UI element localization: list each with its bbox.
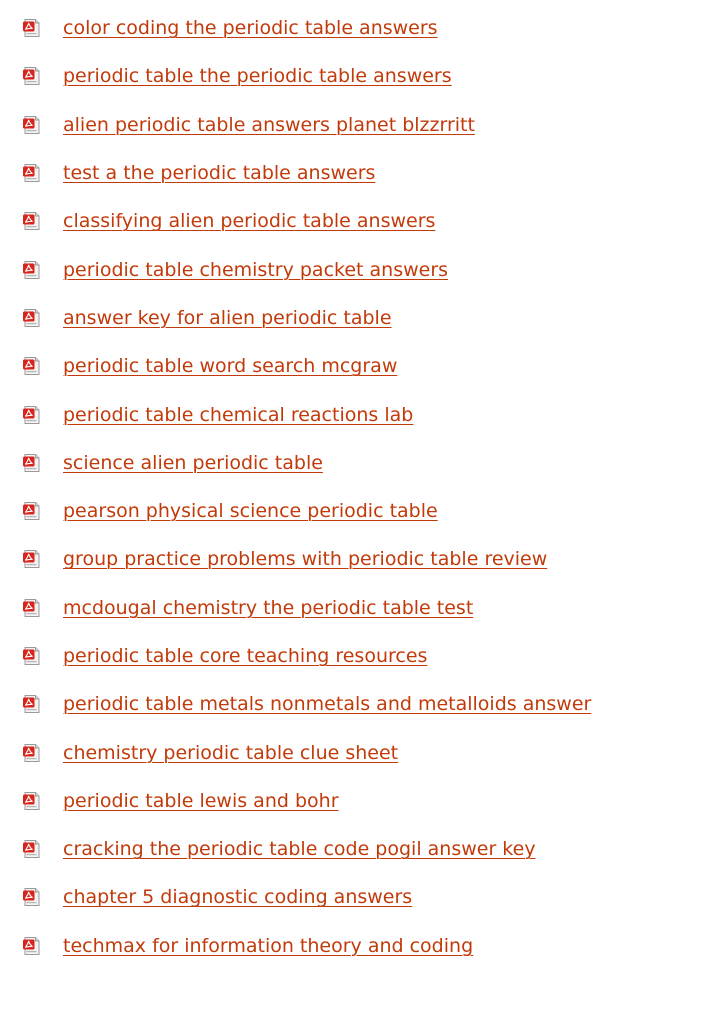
- pdf-link-3[interactable]: alien periodic table answers planet blzzrritt: [63, 113, 475, 136]
- pdf-link-14[interactable]: periodic table core teaching resources: [63, 645, 428, 667]
- pdf-link-11[interactable]: pearson physical science periodic table: [63, 500, 438, 523]
- pdf-link-6[interactable]: periodic table chemistry packet answers: [63, 258, 449, 281]
- pdf-link-15[interactable]: periodic table metals nonmetals and metalloids answer: [63, 693, 592, 716]
- list-item: [0, 873, 715, 921]
- pdf-link-17[interactable]: periodic table lewis and bohr: [63, 789, 339, 812]
- pdf-link-10[interactable]: science alien periodic table: [63, 451, 323, 474]
- pdf-link-16[interactable]: chemistry periodic table clue sheet: [63, 741, 399, 764]
- pdf-link-18[interactable]: cracking the periodic table code pogil answer key: [63, 838, 536, 861]
- list-item: [0, 4, 715, 52]
- list-item: [0, 197, 715, 245]
- pdf-link-5[interactable]: classifying alien periodic table answers: [63, 210, 436, 233]
- list-item: [0, 487, 715, 535]
- pdf-link-19[interactable]: chapter 5 diagnostic coding answers: [63, 886, 413, 909]
- pdf-link-2[interactable]: periodic table the periodic table answers: [63, 65, 452, 88]
- list-item: [0, 632, 715, 680]
- pdf-link-list: [0, 4, 715, 970]
- list-item: [0, 245, 715, 293]
- list-item: [0, 439, 715, 487]
- list-item: [0, 294, 715, 342]
- pdf-link-12[interactable]: group practice problems with periodic table review: [63, 548, 548, 571]
- list-item: [0, 728, 715, 776]
- list-item: [0, 101, 715, 149]
- pdf-link-1[interactable]: color coding the periodic table answers: [63, 17, 438, 40]
- list-item: [0, 342, 715, 390]
- list-item: [0, 390, 715, 438]
- list-item: [0, 52, 715, 100]
- pdf-link-4[interactable]: test a the periodic table answers: [63, 162, 376, 185]
- list-item: [0, 149, 715, 197]
- pdf-link-7[interactable]: answer key for alien periodic table: [63, 306, 392, 329]
- pdf-link-8[interactable]: periodic table word search mcgraw: [63, 355, 398, 378]
- pdf-link-13[interactable]: mcdougal chemistry the periodic table test: [63, 596, 474, 619]
- pdf-link-20[interactable]: techmax for information theory and coding: [63, 934, 474, 957]
- list-item: [0, 584, 715, 632]
- pdf-link-9[interactable]: periodic table chemical reactions lab: [63, 403, 414, 426]
- list-item: [0, 825, 715, 873]
- list-item: [0, 922, 715, 970]
- list-item: [0, 680, 715, 728]
- list-item: [0, 535, 715, 583]
- list-item: [0, 777, 715, 825]
